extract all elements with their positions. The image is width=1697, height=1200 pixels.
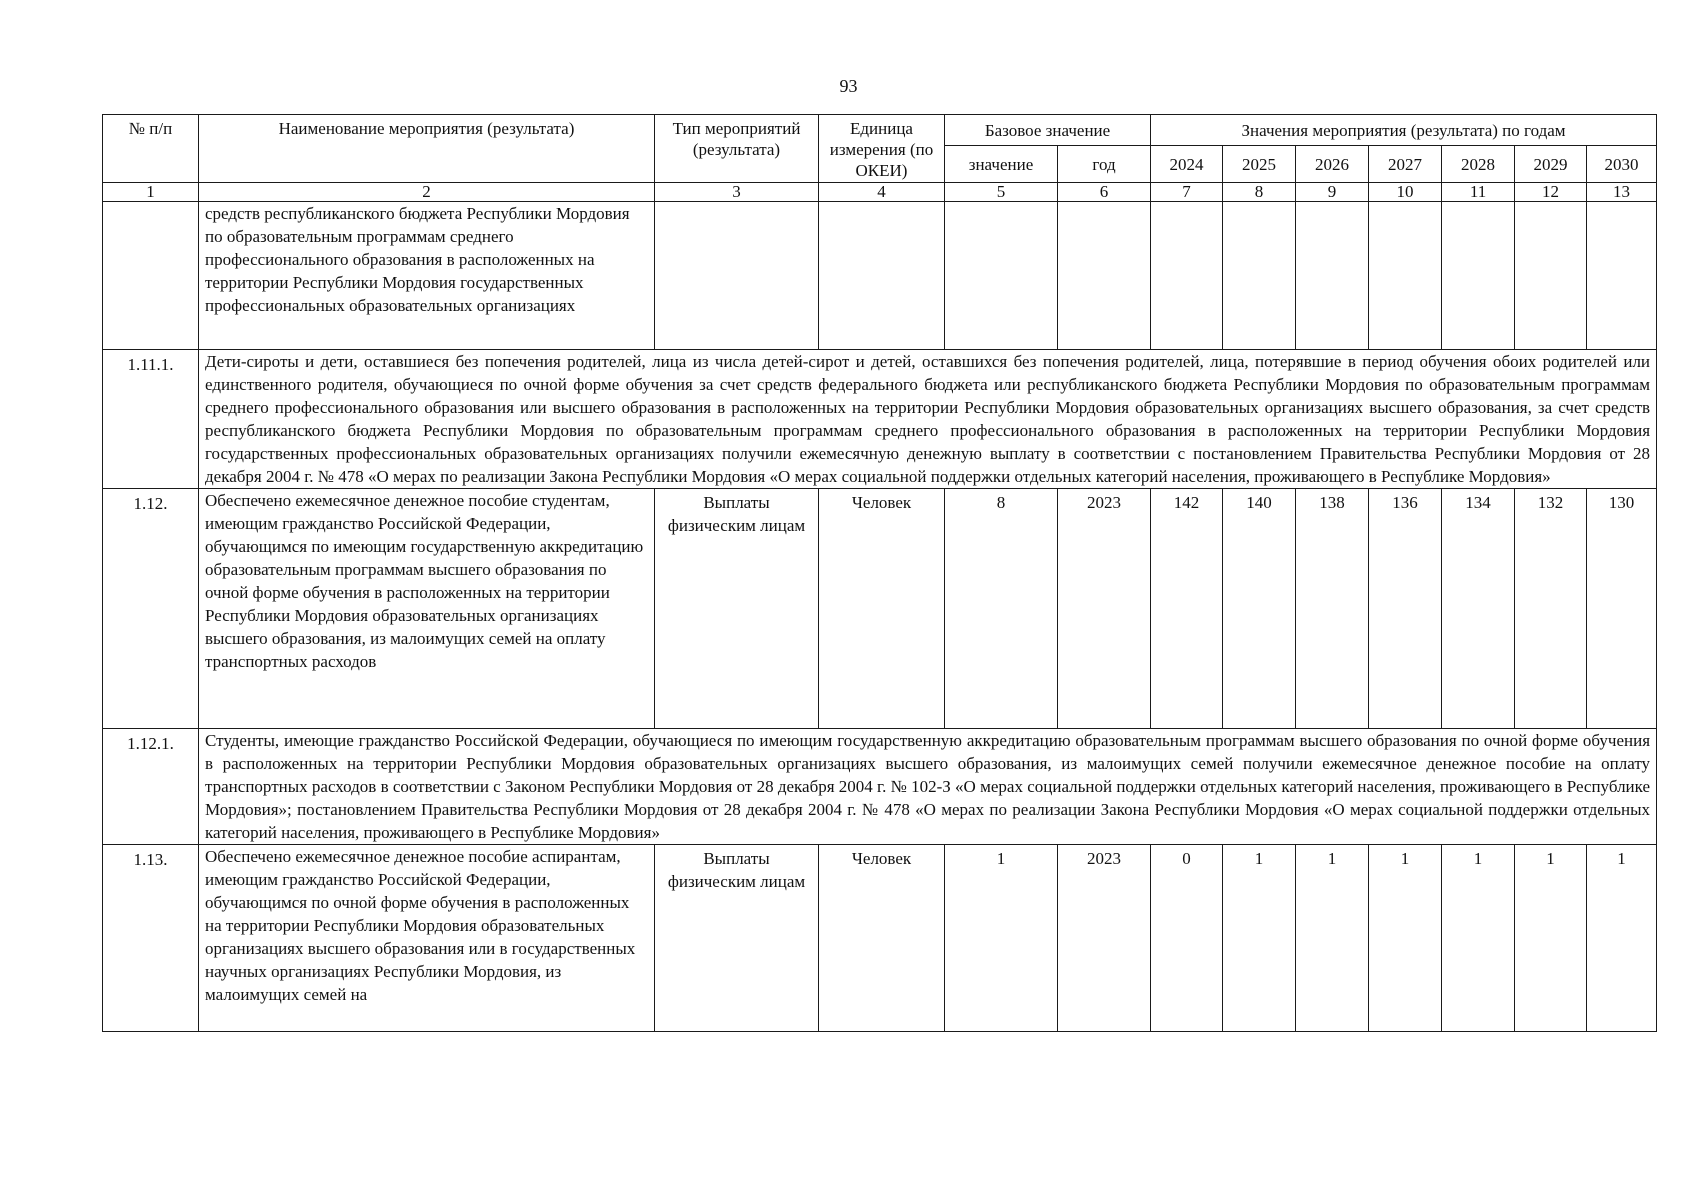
column-index: 13 [1587, 183, 1657, 202]
header-base: Базовое значение [945, 115, 1151, 146]
header-years: Значения мероприятия (результата) по годам [1151, 115, 1657, 146]
base-value [945, 202, 1058, 350]
year-value [1151, 202, 1223, 350]
year-value-2025: 140 [1223, 489, 1296, 729]
measure-name: средств республиканского бюджета Республики Мордовия по образовательным программам среднего профессионального образования в расположенных на территории Республики Мордовия государственных профессиональных образовательных организациях [199, 202, 655, 350]
header-base-value: значение [945, 146, 1058, 183]
table-row [103, 729, 1657, 845]
column-index: 9 [1296, 183, 1369, 202]
header-year-2026: 2026 [1296, 146, 1369, 183]
header-name: Наименование мероприятия (результата) [199, 115, 655, 183]
row-number: 1.12. [103, 489, 199, 729]
base-value: 1 [945, 845, 1058, 1032]
year-value [1587, 202, 1657, 350]
row-number: 1.13. [103, 845, 199, 1032]
header-row-1 [103, 115, 1657, 146]
measure-type [655, 202, 819, 350]
year-value-2028: 1 [1442, 845, 1515, 1032]
year-value-2025: 1 [1223, 845, 1296, 1032]
column-index: 10 [1369, 183, 1442, 202]
column-index: 11 [1442, 183, 1515, 202]
page-number: 93 [839, 76, 858, 96]
header-no: № п/п [103, 115, 199, 183]
table-row [103, 845, 1657, 1032]
header-base-year: год [1058, 146, 1151, 183]
base-year: 2023 [1058, 489, 1151, 729]
header-year-2029: 2029 [1515, 146, 1587, 183]
year-value-2024: 0 [1151, 845, 1223, 1032]
year-value-2026: 1 [1296, 845, 1369, 1032]
base-year [1058, 202, 1151, 350]
row-number: 1.12.1. [103, 729, 199, 845]
table-row [103, 202, 1657, 350]
year-value [1223, 202, 1296, 350]
result-description: Дети-сироты и дети, оставшиеся без попечения родителей, лица из числа детей-сирот и детей, оставшихся без попечения родителей, лица, потерявшие в период обучения обоих родителей или единственного родителя, обучающиеся по очной форме обучения за счет средств федерального бюджета или республиканского бюджета Республики Мордовия по образовательным программам среднего профессионального образования или высшего образования в расположенных на территории Республики Мордовия образовательных организациях высшего образования, за счет средств республиканского бюджета Республики Мордовия по образовательным программам среднего профессионального образования в расположенных на территории Республики Мордовия государственных профессиональных образовательных организациях получили ежемесячную денежную выплату в соответствии с постановлением Правительства Республики Мордовия от 28 декабря 2004 г. № 478 «О мерах по реализации Закона Республики Мордовия «О мерах социальной поддержки отдельных категорий населения, проживающего в Республике Мордовия» [199, 350, 1657, 489]
column-index: 6 [1058, 183, 1151, 202]
measures-table [102, 114, 1657, 1032]
measure-type: Выплаты физическим лицам [655, 845, 819, 1032]
column-index: 2 [199, 183, 655, 202]
year-value-2029: 1 [1515, 845, 1587, 1032]
table-row [103, 489, 1657, 729]
result-description: Студенты, имеющие гражданство Российской Федерации, обучающиеся по имеющим государственную аккредитацию образовательным программам высшего образования по очной форме обучения в расположенных на территории Республики Мордовия образовательных организациях высшего образования, из малоимущих семей получили ежемесячное денежное пособие на оплату транспортных расходов в соответствии с Законом Республики Мордовия от 28 декабря 2004 г. № 102-З «О мерах социальной поддержки отдельных категорий населения, проживающего в Республике Мордовия»; постановлением Правительства Республики Мордовия от 28 декабря 2004 г. № 478 «О мерах по реализации Закона Республики Мордовия «О мерах социальной поддержки отдельных категорий населения, проживающего в Республике Мордовия» [199, 729, 1657, 845]
year-value [1296, 202, 1369, 350]
measure-name: Обеспечено ежемесячное денежное пособие аспирантам, имеющим гражданство Российской Федерации, обучающимся по очной форме обучения в расположенных на территории Республики Мордовия образовательных организациях высшего образования или в государственных научных организациях Республики Мордовия, из малоимущих семей на [199, 845, 655, 1032]
year-value [1515, 202, 1587, 350]
measure-unit: Человек [819, 845, 945, 1032]
column-index: 5 [945, 183, 1058, 202]
header-year-2028: 2028 [1442, 146, 1515, 183]
header-year-2030: 2030 [1587, 146, 1657, 183]
column-index: 1 [103, 183, 199, 202]
table-row [103, 350, 1657, 489]
row-number [103, 202, 199, 350]
measure-type: Выплаты физическим лицам [655, 489, 819, 729]
year-value-2029: 132 [1515, 489, 1587, 729]
measure-name: Обеспечено ежемесячное денежное пособие студентам, имеющим гражданство Российской Федерации, обучающимся по имеющим государственную аккредитацию образовательным программам высшего образования по очной форме обучения в расположенных на территории Республики Мордовия образовательных организациях высшего образования, из малоимущих семей на оплату транспортных расходов [199, 489, 655, 729]
base-value: 8 [945, 489, 1058, 729]
year-value-2030: 130 [1587, 489, 1657, 729]
header-type: Тип мероприятий (результата) [655, 115, 819, 183]
year-value-2027: 1 [1369, 845, 1442, 1032]
header-year-2024: 2024 [1151, 146, 1223, 183]
column-index: 4 [819, 183, 945, 202]
column-index: 3 [655, 183, 819, 202]
column-index: 7 [1151, 183, 1223, 202]
year-value [1369, 202, 1442, 350]
row-number: 1.11.1. [103, 350, 199, 489]
year-value-2024: 142 [1151, 489, 1223, 729]
header-year-2025: 2025 [1223, 146, 1296, 183]
year-value-2026: 138 [1296, 489, 1369, 729]
year-value-2027: 136 [1369, 489, 1442, 729]
year-value [1442, 202, 1515, 350]
measure-unit: Человек [819, 489, 945, 729]
column-index-row [103, 183, 1657, 202]
column-index: 8 [1223, 183, 1296, 202]
year-value-2028: 134 [1442, 489, 1515, 729]
measure-unit [819, 202, 945, 350]
base-year: 2023 [1058, 845, 1151, 1032]
header-year-2027: 2027 [1369, 146, 1442, 183]
year-value-2030: 1 [1587, 845, 1657, 1032]
header-unit: Единица измерения (по ОКЕИ) [819, 115, 945, 183]
column-index: 12 [1515, 183, 1587, 202]
